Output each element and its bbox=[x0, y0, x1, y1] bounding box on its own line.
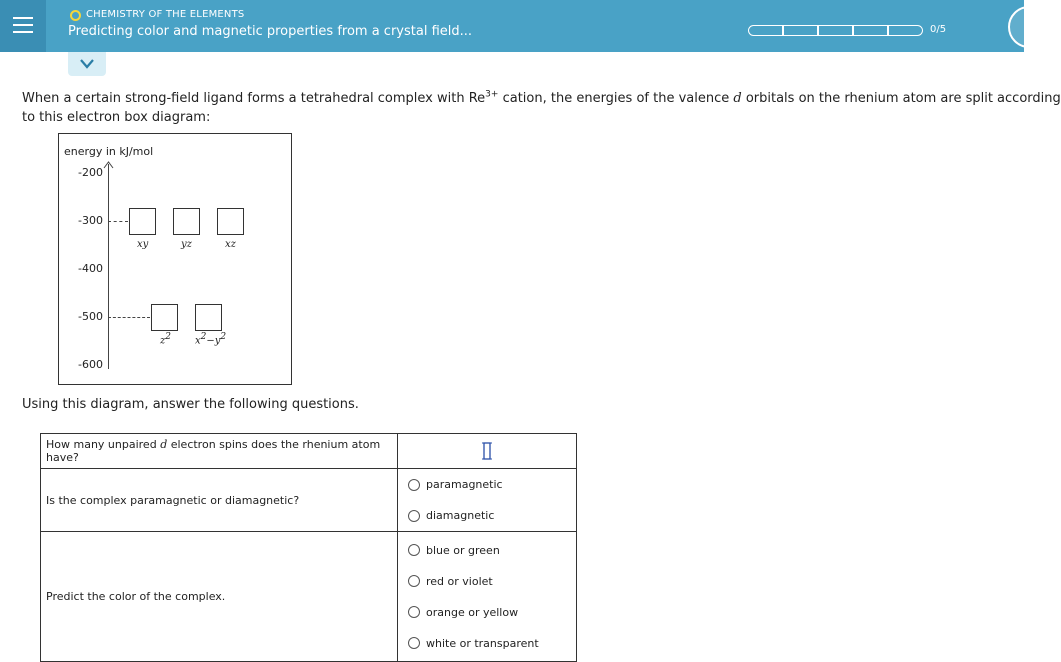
topic-label: CHEMISTRY OF THE ELEMENTS bbox=[86, 9, 245, 20]
number-input-icon[interactable] bbox=[481, 441, 493, 461]
menu-icon bbox=[13, 17, 33, 19]
option-white-or-transparent[interactable]: white or transparent bbox=[408, 628, 576, 659]
orbital-label-z2: $z^2$ bbox=[160, 332, 172, 347]
top-header bbox=[0, 0, 1024, 52]
page-title: Predicting color and magnetic properties from a crystal field... bbox=[68, 24, 473, 39]
question-text: When a certain strong-field ligand forms a tetrahedral complex with $Re^{3+}$ cation, the energies of the valence d orbitals on the rhenium atom are split according to this electron box diagram: bbox=[22, 90, 1061, 126]
question-magnetism: Is the complex paramagnetic or diamagnetic? bbox=[41, 469, 398, 532]
table-row bbox=[41, 469, 577, 532]
radio-button[interactable] bbox=[408, 637, 420, 649]
table-row bbox=[41, 434, 577, 469]
collapse-toggle-button[interactable] bbox=[68, 52, 106, 76]
topic-status-dot-icon bbox=[70, 10, 81, 21]
question-color: Predict the color of the complex. bbox=[41, 532, 398, 662]
tick-label: -300 bbox=[78, 214, 103, 227]
tick-label: -400 bbox=[78, 262, 103, 275]
instructions-text: Using this diagram, answer the following questions. bbox=[22, 397, 359, 412]
orbital-box-yz[interactable] bbox=[173, 208, 200, 235]
option-blue-or-green[interactable]: blue or green bbox=[408, 535, 576, 566]
progress-segment bbox=[748, 25, 783, 36]
answer-cell-magnetism bbox=[398, 469, 577, 532]
table-row bbox=[41, 532, 577, 662]
menu-button[interactable] bbox=[0, 0, 46, 52]
energy-axis bbox=[108, 164, 109, 369]
answer-table bbox=[40, 433, 577, 662]
option-orange-or-yellow[interactable]: orange or yellow bbox=[408, 597, 576, 628]
orbital-label-x2-y2: $x^2-y^2$ bbox=[195, 332, 227, 347]
tick-label: -600 bbox=[78, 358, 103, 371]
energy-axis-label: energy in kJ/mol bbox=[64, 145, 154, 158]
help-circle-button[interactable] bbox=[1008, 6, 1050, 48]
upper-level-dash bbox=[108, 221, 128, 222]
radio-button[interactable] bbox=[408, 479, 420, 491]
option-paramagnetic[interactable]: paramagnetic bbox=[408, 469, 576, 500]
tick-label: -200 bbox=[78, 166, 103, 179]
progress-bar bbox=[748, 25, 923, 36]
orbital-box-xy[interactable] bbox=[129, 208, 156, 235]
radio-button[interactable] bbox=[408, 544, 420, 556]
question-unpaired-spins: How many unpaired d electron spins does the rhenium atom have? bbox=[41, 434, 398, 469]
answer-cell-unpaired[interactable] bbox=[398, 434, 577, 469]
answer-cell-color bbox=[398, 532, 577, 662]
menu-icon-line bbox=[13, 24, 33, 26]
orbital-box-x2-y2[interactable] bbox=[195, 304, 222, 331]
progress-segment bbox=[783, 25, 818, 36]
radio-button[interactable] bbox=[408, 575, 420, 587]
progress-segment bbox=[853, 25, 888, 36]
electron-box-diagram bbox=[58, 133, 292, 385]
progress-segment bbox=[818, 25, 853, 36]
option-diamagnetic[interactable]: diamagnetic bbox=[408, 500, 576, 531]
progress-segment bbox=[888, 25, 923, 36]
orbital-label-xz: xz bbox=[225, 239, 236, 250]
lower-level-dash bbox=[108, 317, 150, 318]
chevron-down-icon bbox=[79, 58, 95, 70]
orbital-label-xy: xy bbox=[137, 239, 149, 250]
radio-button[interactable] bbox=[408, 606, 420, 618]
orbital-box-xz[interactable] bbox=[217, 208, 244, 235]
orbital-box-z2[interactable] bbox=[151, 304, 178, 331]
option-red-or-violet[interactable]: red or violet bbox=[408, 566, 576, 597]
orbital-label-yz: yz bbox=[181, 239, 192, 250]
radio-button[interactable] bbox=[408, 510, 420, 522]
tick-label: -500 bbox=[78, 310, 103, 323]
menu-icon-line bbox=[13, 31, 33, 33]
progress-text: 0/5 bbox=[930, 24, 947, 35]
